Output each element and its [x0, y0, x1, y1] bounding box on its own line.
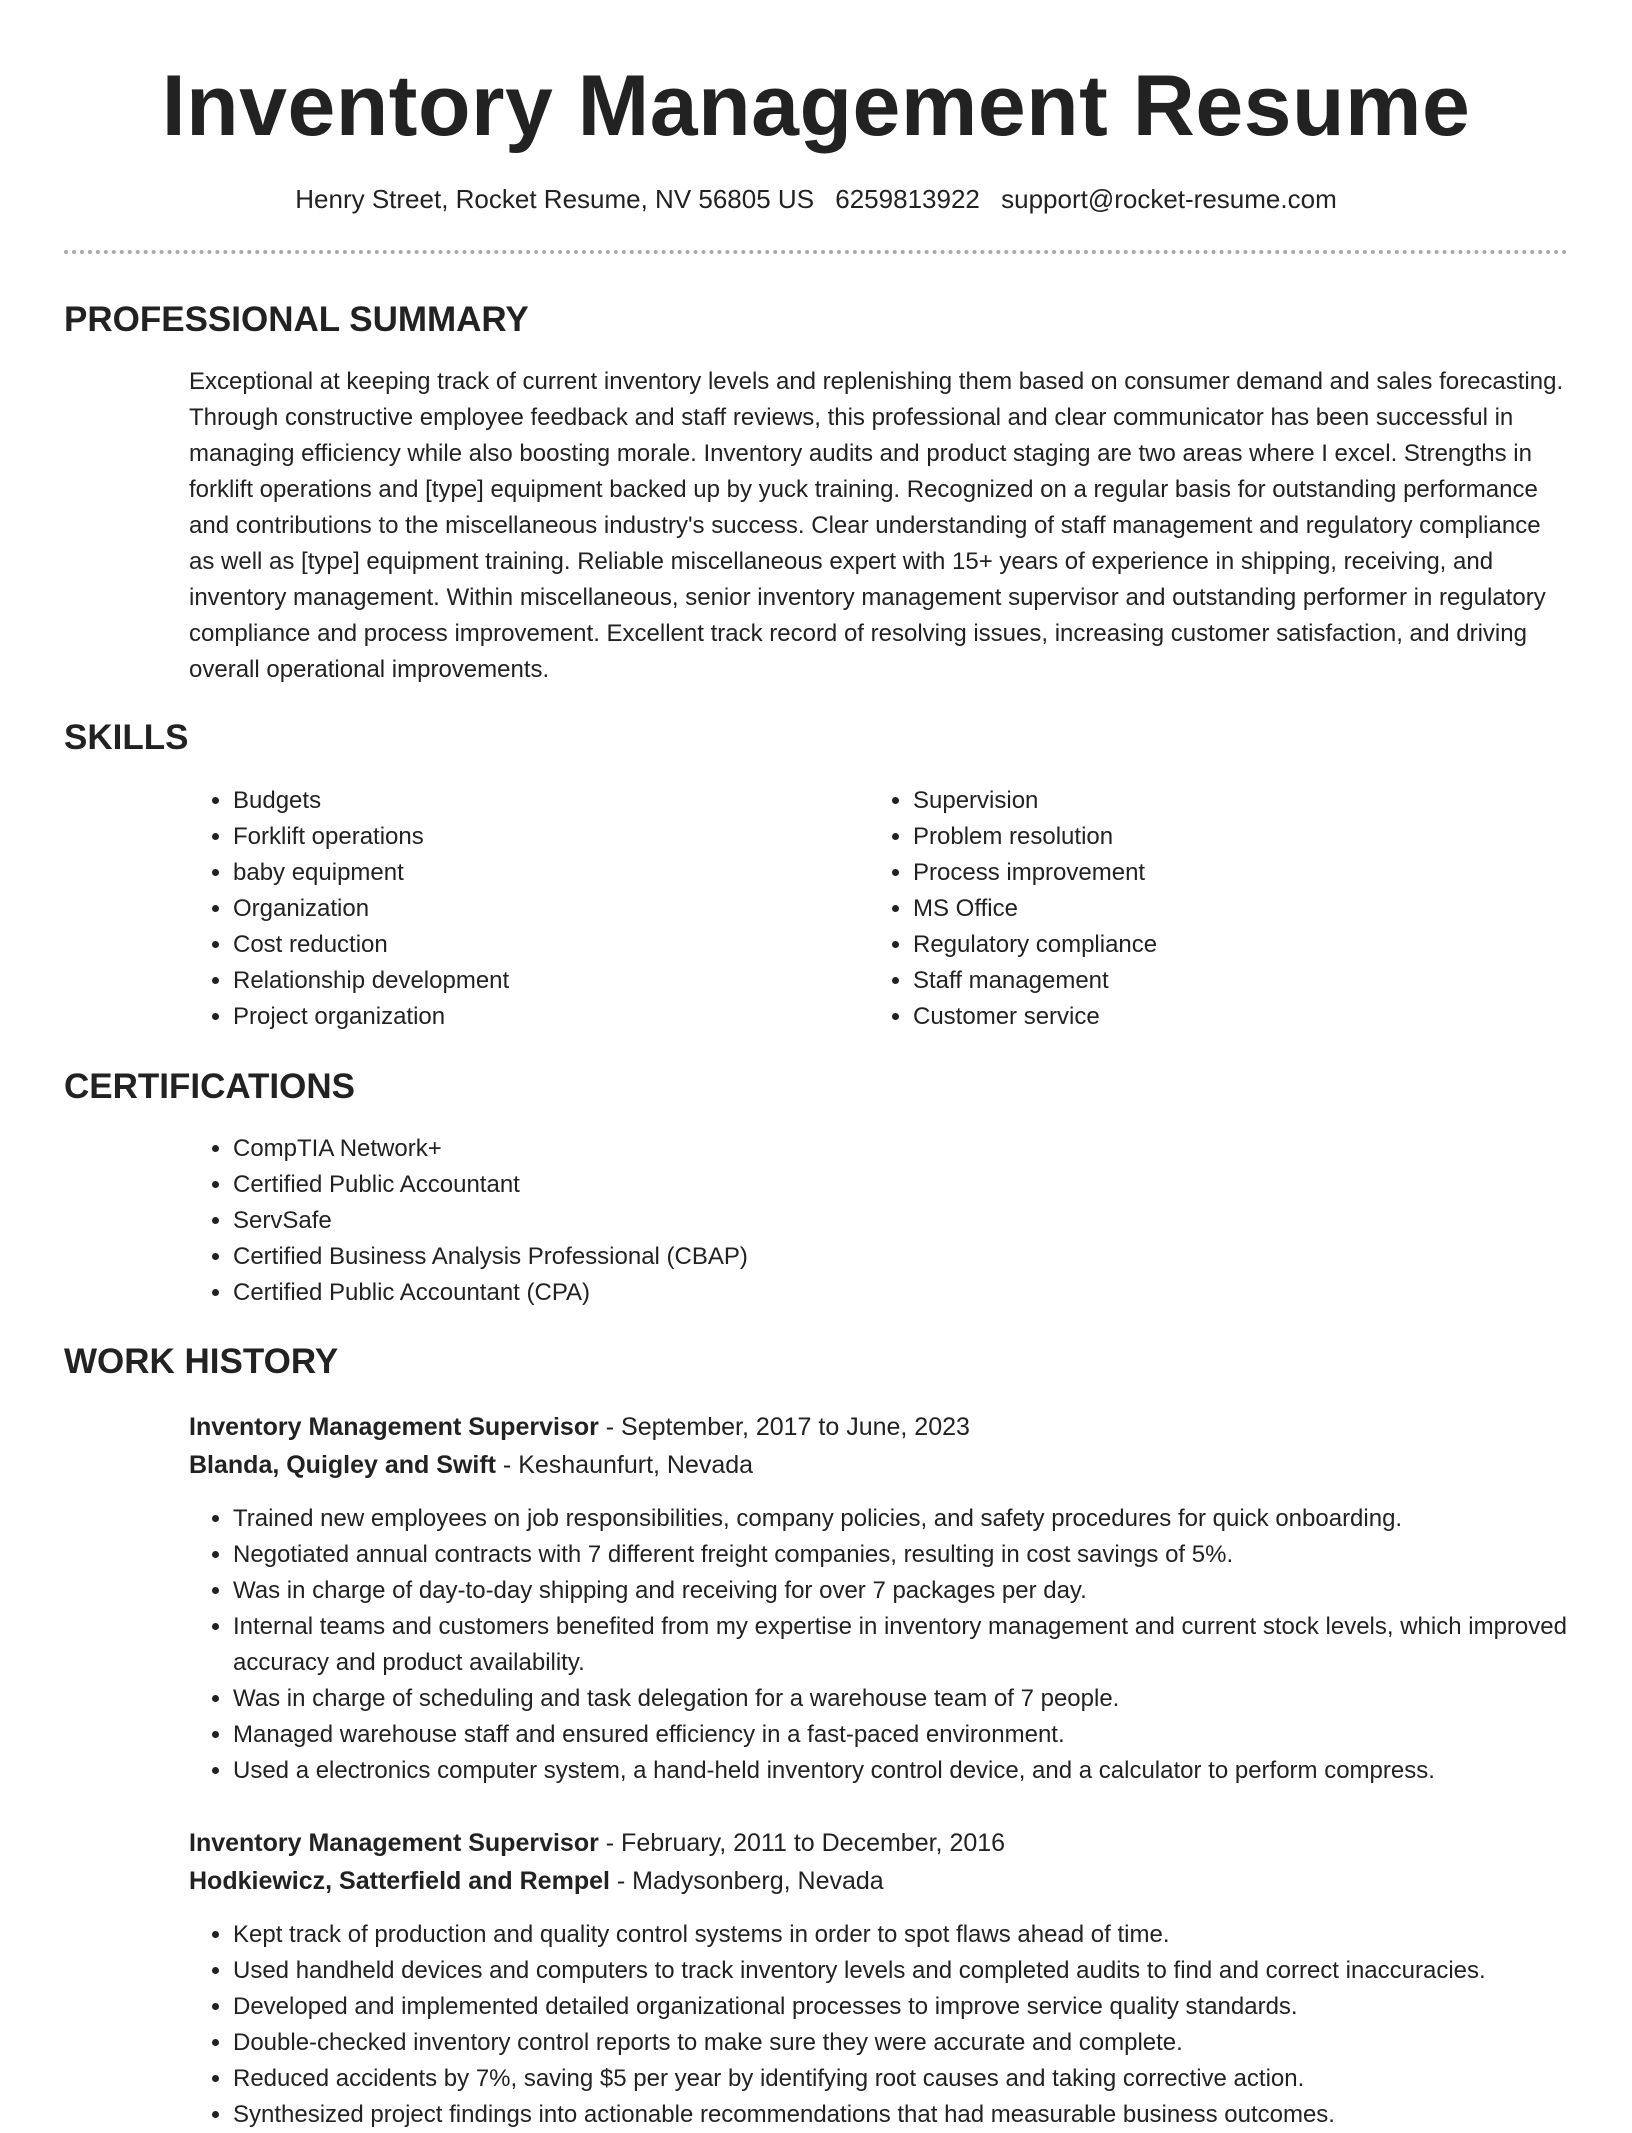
skill-item: • Project organization: [233, 999, 833, 1035]
job-bullet: • Developed and implemented detailed organizational processes to improve service quality standards.: [233, 1989, 1613, 2025]
certification-item: • Certified Public Accountant (CPA): [233, 1275, 1533, 1311]
job-title-line: [189, 1824, 1005, 1862]
job-role: Inventory Management Supervisor: [189, 1413, 599, 1441]
skill-item: • Cost reduction: [233, 927, 833, 963]
job-role: Inventory Management Supervisor: [189, 1829, 599, 1857]
job-bullet: • Kept track of production and quality control systems in order to spot flaws ahead of time.: [233, 1917, 1613, 1953]
job-bullet: • Reduced accidents by 7%, saving $5 per year by identifying root causes and taking corrective action.: [233, 2061, 1613, 2097]
skill-item: • Supervision: [913, 783, 1553, 819]
job-bullet: • Trained new employees on job responsibilities, company policies, and safety procedures for quick onboarding.: [233, 1501, 1613, 1537]
certifications-list: [189, 1131, 1533, 1311]
skills-list-right: [869, 783, 1553, 1035]
skill-item: • Forklift operations: [233, 819, 833, 855]
skill-item: • Staff management: [913, 963, 1553, 999]
job-location: - Keshaunfurt, Nevada: [495, 1451, 754, 1479]
job-bullet: • Was in charge of scheduling and task delegation for a warehouse team of 7 people.: [233, 1681, 1613, 1717]
skill-item: • Problem resolution: [913, 819, 1553, 855]
skills-heading: SKILLS: [64, 718, 189, 757]
job-company-line: [189, 1446, 753, 1484]
job-bullet: • Was in charge of day-to-day shipping and receiving for over 7 packages per day.: [233, 1573, 1613, 1609]
header-divider: [64, 250, 1568, 254]
job-company: Blanda, Quigley and Swift: [189, 1451, 496, 1479]
contact-line: [0, 182, 1632, 216]
skill-item: • MS Office: [913, 891, 1553, 927]
skill-item: • Regulatory compliance: [913, 927, 1553, 963]
job-dates: - February, 2011 to December, 2016: [598, 1829, 1006, 1857]
job-bullet: • Used handheld devices and computers to track inventory levels and completed audits to find and correct inaccuracies.: [233, 1953, 1613, 1989]
job-bullet: • Used a electronics computer system, a hand-held inventory control device, and a calculator to perform compress.: [233, 1753, 1613, 1789]
contact-phone: 6259813922: [835, 184, 980, 214]
skill-item: • baby equipment: [233, 855, 833, 891]
work-history-heading: WORK HISTORY: [64, 1342, 339, 1381]
job-company: Hodkiewicz, Satterfield and Rempel: [189, 1867, 610, 1895]
job-location: - Madysonberg, Nevada: [609, 1867, 884, 1895]
certification-item: • CompTIA Network+: [233, 1131, 1533, 1167]
job-title-line: [189, 1408, 970, 1446]
job-bullets: [189, 1501, 1613, 1789]
certification-item: • ServSafe: [233, 1203, 1533, 1239]
skill-item: • Customer service: [913, 999, 1553, 1035]
summary-heading: PROFESSIONAL SUMMARY: [64, 300, 529, 339]
job-company-line: [189, 1862, 884, 1900]
job-bullet: • Internal teams and customers benefited from my expertise in inventory management and current stock levels, which improved accuracy and product availability.: [233, 1609, 1613, 1681]
job-dates: - September, 2017 to June, 2023: [598, 1413, 970, 1441]
job-bullet: • Managed warehouse staff and ensured efficiency in a fast-paced environment.: [233, 1717, 1613, 1753]
certification-item: • Certified Public Accountant: [233, 1167, 1533, 1203]
certifications-heading: CERTIFICATIONS: [64, 1067, 356, 1106]
resume-title: Inventory Management Resume: [161, 58, 1471, 154]
job-bullet: • Negotiated annual contracts with 7 different freight companies, resulting in cost savings of 5%.: [233, 1537, 1613, 1573]
summary-text: Exceptional at keeping track of current inventory levels and replenishing them based on consumer demand and sales forecasting. Through constructive employee feedback and staff reviews, this professional and clear communicator has been successful in managing efficiency while also boosting morale. Inventory audits and product staging are two areas where I excel. Strengths in forklift operations and [type] equipment backed up by yuck training. Recognized on a regular basis for outstanding performance and contributions to the miscellaneous industry's success. Clear understanding of staff management and regulatory compliance as well as [type] equipment training. Reliable miscellaneous expert with 15+ years of experience in shipping, receiving, and inventory management. Within miscellaneous, senior inventory management supervisor and outstanding performer in regulatory compliance and process improvement. Excellent track record of resolving issues, increasing customer satisfaction, and driving overall operational improvements.: [189, 368, 1564, 683]
job-bullets: [189, 1917, 1613, 2133]
skill-item: • Process improvement: [913, 855, 1553, 891]
skill-item: • Organization: [233, 891, 833, 927]
skill-item: • Budgets: [233, 783, 833, 819]
contact-email: support@rocket-resume.com: [1001, 184, 1337, 214]
skill-item: • Relationship development: [233, 963, 833, 999]
skills-list-left: [189, 783, 833, 1035]
job-bullet: • Synthesized project findings into actionable recommendations that had measurable business outcomes.: [233, 2097, 1613, 2133]
contact-address: Henry Street, Rocket Resume, NV 56805 US: [295, 184, 815, 214]
job-bullet: • Double-checked inventory control reports to make sure they were accurate and complete.: [233, 2025, 1613, 2061]
certification-item: • Certified Business Analysis Professional (CBAP): [233, 1239, 1533, 1275]
